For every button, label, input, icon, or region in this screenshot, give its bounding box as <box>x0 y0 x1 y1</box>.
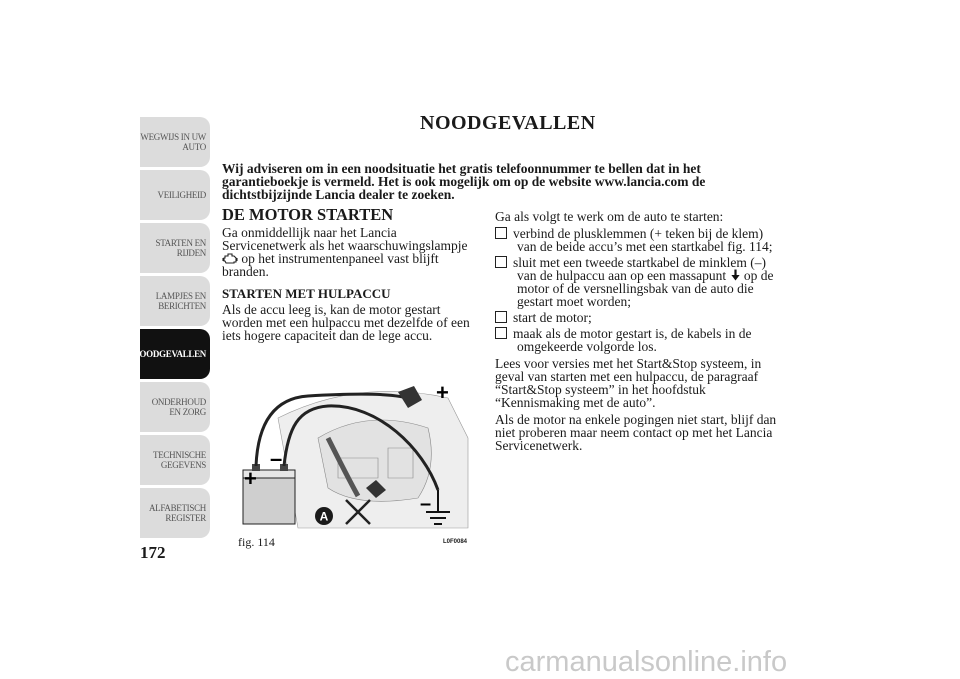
column-left <box>222 205 484 346</box>
figure-caption: fig. 114 <box>238 535 275 549</box>
tab-label: VEILIGHEID <box>157 190 206 200</box>
tab-label: LAMPJES EN BERICHTEN <box>155 291 206 311</box>
chapter-tabs <box>133 117 210 541</box>
watermark: carmanualsonline.info <box>505 646 788 678</box>
step-text: sluit met een tweede startkabel de minklem (–) van de hulpaccu aan op een massapunt <box>513 255 767 283</box>
list-item <box>495 256 785 308</box>
battery-paragraph: Als de accu leeg is, kan de motor gestart worden met een hulpaccu met dezelfde of een iets hogere capaciteit dan de lege accu. <box>222 302 470 343</box>
tab-label: WEGWIJS IN UW AUTO <box>140 132 206 152</box>
page-title: NOODGEVALLEN <box>420 112 596 134</box>
subsection-heading: STARTEN MET HULPACCU <box>222 286 391 301</box>
jump-start-figure <box>238 378 476 532</box>
tab-noodgevallen[interactable] <box>133 329 210 379</box>
tab-label: NOODGEVALLEN <box>133 349 206 359</box>
plus-label-top: + <box>436 380 449 405</box>
tab-onderhoud[interactable] <box>140 382 210 432</box>
page-number: 172 <box>140 543 166 562</box>
paragraph-text: op het instrumentenpaneel vast blijft branden. <box>222 251 439 279</box>
step-text: op de motor of de versnellingsbak van de auto die gestart moet worden; <box>517 268 774 309</box>
step-text: verbind de plusklemmen (+ teken bij de klem) van de beide accu’s met een startkabel fig. 114; <box>513 226 773 254</box>
steps-lead: Ga als volgt te werk om de auto te starten: <box>495 209 724 224</box>
checkbox-bullet-icon <box>495 256 507 268</box>
column-right <box>495 210 785 456</box>
minus-label-battery: – <box>270 446 283 471</box>
startstop-paragraph: Lees voor versies met het Start&Stop systeem, in geval van starten met een hulpaccu, de paragraaf “Start&Stop systeem” in het hoofdstuk “Kennismaking met de auto”. <box>495 356 762 410</box>
minus-label-ground: – <box>420 493 432 515</box>
tab-lampjes[interactable] <box>140 276 210 326</box>
warning-paragraph <box>222 226 484 278</box>
steps-list <box>495 227 785 353</box>
tab-label: TECHNISCHE GEGEVENS <box>153 450 206 470</box>
step-text: start de motor; <box>513 310 592 325</box>
marker-a-label: A <box>319 509 329 524</box>
tab-label: ALFABETISCH REGISTER <box>148 503 206 523</box>
list-item <box>495 227 785 253</box>
checkbox-bullet-icon <box>495 327 507 339</box>
tab-register[interactable] <box>140 488 210 538</box>
list-item <box>495 311 785 324</box>
step-text: maak als de motor gestart is, de kabels in de omgekeerde volgorde los. <box>513 326 752 354</box>
figure-code: L0F0084 <box>443 539 468 545</box>
tab-label: STARTEN EN RIJDEN <box>155 238 206 258</box>
checkbox-bullet-icon <box>495 227 507 239</box>
tab-wegwijs[interactable] <box>140 117 210 167</box>
tab-veiligheid[interactable] <box>140 170 210 220</box>
paragraph-text: Ga onmiddellijk naar het Lancia Servicenetwerk als het waarschuwingslampje <box>222 225 468 253</box>
checkbox-bullet-icon <box>495 311 507 323</box>
tab-label: ONDERHOUD EN ZORG <box>151 397 206 417</box>
section-heading: DE MOTOR STARTEN <box>222 205 394 224</box>
tab-starten[interactable] <box>140 223 210 273</box>
service-paragraph: Als de motor na enkele pogingen niet start, blijf dan niet proberen maar neem contact op met het Lancia Servicenetwerk. <box>495 412 777 453</box>
tab-technische[interactable] <box>140 435 210 485</box>
list-item <box>495 327 785 353</box>
intro-paragraph: Wij adviseren om in een noodsituatie het gratis telefoonnummer te bellen dat in het garantieboekje is vermeld. Het is ook mogelijk om op de website www.lancia.com de dichtstbijzijnde Lancia dealer te zoeken. <box>222 161 706 202</box>
plus-label-battery: + <box>244 466 257 491</box>
